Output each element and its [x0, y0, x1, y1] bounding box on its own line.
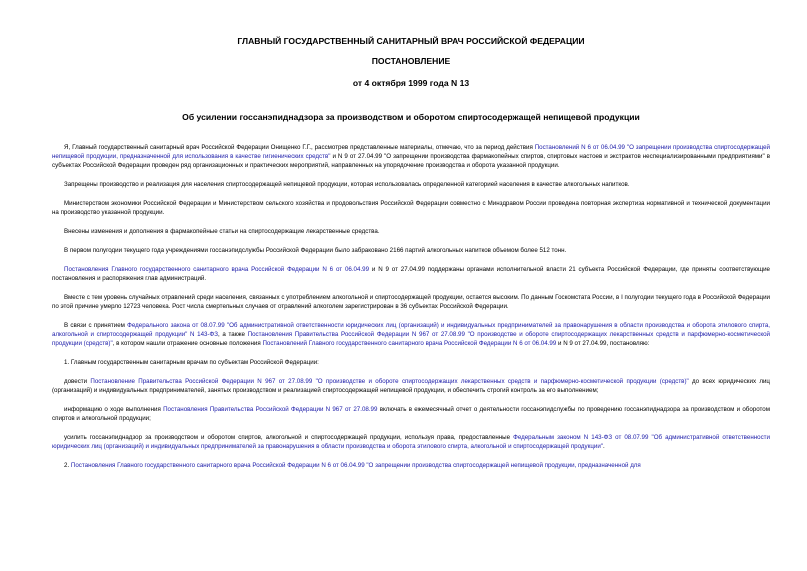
issuing-authority: ГЛАВНЫЙ ГОСУДАРСТВЕННЫЙ САНИТАРНЫЙ ВРАЧ РОССИЙСКОЙ ФЕДЕРАЦИИ	[237, 36, 585, 46]
paragraph: Вместе с тем уровень случайных отравлений среди населения, связанных с употреблением алкогольной и спиртосодержащей продукции, остается высоким. По данным Госкомстата России, в I полугодии текущего года в Российской Федерации по этой причине умерло 12723 человека. Рост числа смертельных случаев от отравлений алкоголем зарегистрирован в 36 субъектах Российской Федерации.	[52, 294, 770, 310]
paragraph: В первом полугодии текущего года учреждениями госсанэпидслужбы Российской Федерации было забраковано 2166 партий алкогольных напитков объемом более 512 тонн.	[64, 247, 567, 254]
reference-link[interactable]: Постановления Главного государственного санитарного врача Российской Федерации N 6 от 06.04.99 "О запрещении производства спиртосодержащей непищевой продукции, предназначенной для	[70, 462, 641, 469]
document-body	[52, 143, 770, 470]
paragraph	[52, 321, 770, 348]
reference-link[interactable]: Постановлений N 6 от 06.04.99 "О запрещении производства спиртосодержащей непищевой продукции, предназначенной для использования в качестве гигиенических средств"	[52, 144, 770, 160]
paragraph-text: и N 9 от 27.04.99 "О запрещении производства фармакопейных спиртов, спиртовых настоев и экстрактов неспециализированными предприятиями" в субъектах Российской Федерации проведен ряд организационных и практических мероприятий, направленных на упорядочение производства и оборота указанной продукции.	[52, 153, 770, 169]
paragraph: Внесены изменения и дополнения в фармакопейные статьи на спиртосодержащие лекарственные средства.	[64, 228, 380, 235]
reference-link[interactable]: Постановлений Главного государственного санитарного врача Российской Федерации N 6 от 06.04.99	[262, 340, 557, 347]
paragraph-text: .	[603, 443, 605, 450]
paragraph-text: и N 9 от 27.04.99 поддержаны органами исполнительной власти 21 субъекта Российской Федерации, где приняты соответствующие постановления и распоряжения глав администраций.	[52, 266, 770, 282]
paragraph: 1. Главным государственным санитарным врачам по субъектам Российской Федерации:	[64, 359, 319, 366]
paragraph-text: усилить госсанэпиднадзор за производством и оборотом спиртов, алкогольной и спиртосодержащей продукции, используя права, предоставленные	[64, 434, 514, 441]
reference-link[interactable]: Постановления Главного государственного санитарного врача Российской Федерации N 6 от 06.04.99	[64, 266, 370, 273]
paragraph-text: 2.	[64, 462, 71, 469]
reference-link[interactable]: Федеральным законом N 143-ФЗ от 08.07.99 "Об административной ответственности юридических лиц (организаций) и индивидуальных предпринимателей за правонарушения в области производства и оборота этилового спирта, алкогольной и спиртосодержащей продукции"	[52, 434, 770, 450]
paragraph	[52, 461, 770, 470]
paragraph-text: Я, Главный государственный санитарный врач Российской Федерации Онищенко Г.Г., рассмотрев представленные материалы, отмечаю, что за период действия	[64, 144, 535, 151]
reference-link[interactable]: Постановления Правительства Российской Федерации N 967 от 27.08.99 "О производстве и обороте спиртосодержащих лекарственных средств и парфюмерно-косметической продукции (средств)"	[52, 331, 770, 347]
paragraph-text: В связи с принятием	[64, 322, 128, 329]
paragraph-text: включать в ежемесячный отчет о деятельности госсанэпидслужбы по проведению госсанэпиднадзора за производством и оборотом спиртов и алкогольной продукции;	[52, 406, 771, 422]
paragraph-text: и N 9 от 27.04.99, постановляю:	[556, 340, 650, 347]
paragraph: Министерством экономики Российской Федерации и Министерством сельского хозяйства и продовольствия Российской Федерации совместно с Минздравом России проведена повторная экспертиза нормативной и технической документации на производство указанной продукции.	[52, 200, 770, 216]
paragraph	[52, 377, 770, 395]
paragraph-text: информацию о ходе выполнения	[64, 406, 164, 413]
paragraph-text: довести	[64, 378, 91, 385]
paragraph	[52, 433, 770, 451]
reference-link[interactable]: Постановление Правительства Российской Федерации N 967 от 27.08.99 "О производстве и обороте спиртосодержащих лекарственных средств и парфюмерно-косметической продукции (средств)"	[90, 378, 689, 385]
reference-link[interactable]: Постановления Правительства Российской Федерации N 967 от 27.08.99	[163, 406, 378, 413]
document-date-number: от 4 октября 1999 года N 13	[352, 78, 470, 88]
document-title: Об усилении госсанэпиднадзора за производством и оборотом спиртосодержащей непищевой продукции	[182, 112, 640, 122]
paragraph-text: , а также	[218, 331, 248, 338]
reference-link[interactable]: Федерального закона от 08.07.99 "Об административной ответственности юридических лиц (организаций) и индивидуальных предпринимателей за правонарушения в области производства и оборота этилового спирта, алкогольной и спиртосодержащей продукции" N 143-ФЗ	[52, 322, 771, 338]
paragraph-text: до всех юридических лиц (организаций) и индивидуальных предпринимателей, занятых производством и реализацией спиртосодержащей непищевой продукции, и обеспечить строгий контроль за его выполнением;	[52, 378, 770, 394]
paragraph	[52, 265, 770, 283]
paragraph	[52, 405, 770, 423]
paragraph-text: , в котором нашли отражение основные положения	[112, 340, 263, 347]
document	[52, 28, 770, 480]
document-type: ПОСТАНОВЛЕНИЕ	[371, 56, 451, 66]
paragraph	[52, 143, 770, 170]
paragraph: Запрещены производство и реализация для населения спиртосодержащей непищевой продукции, которая использовалась определенной категорией населения в качестве алкогольных напитков.	[64, 181, 630, 188]
